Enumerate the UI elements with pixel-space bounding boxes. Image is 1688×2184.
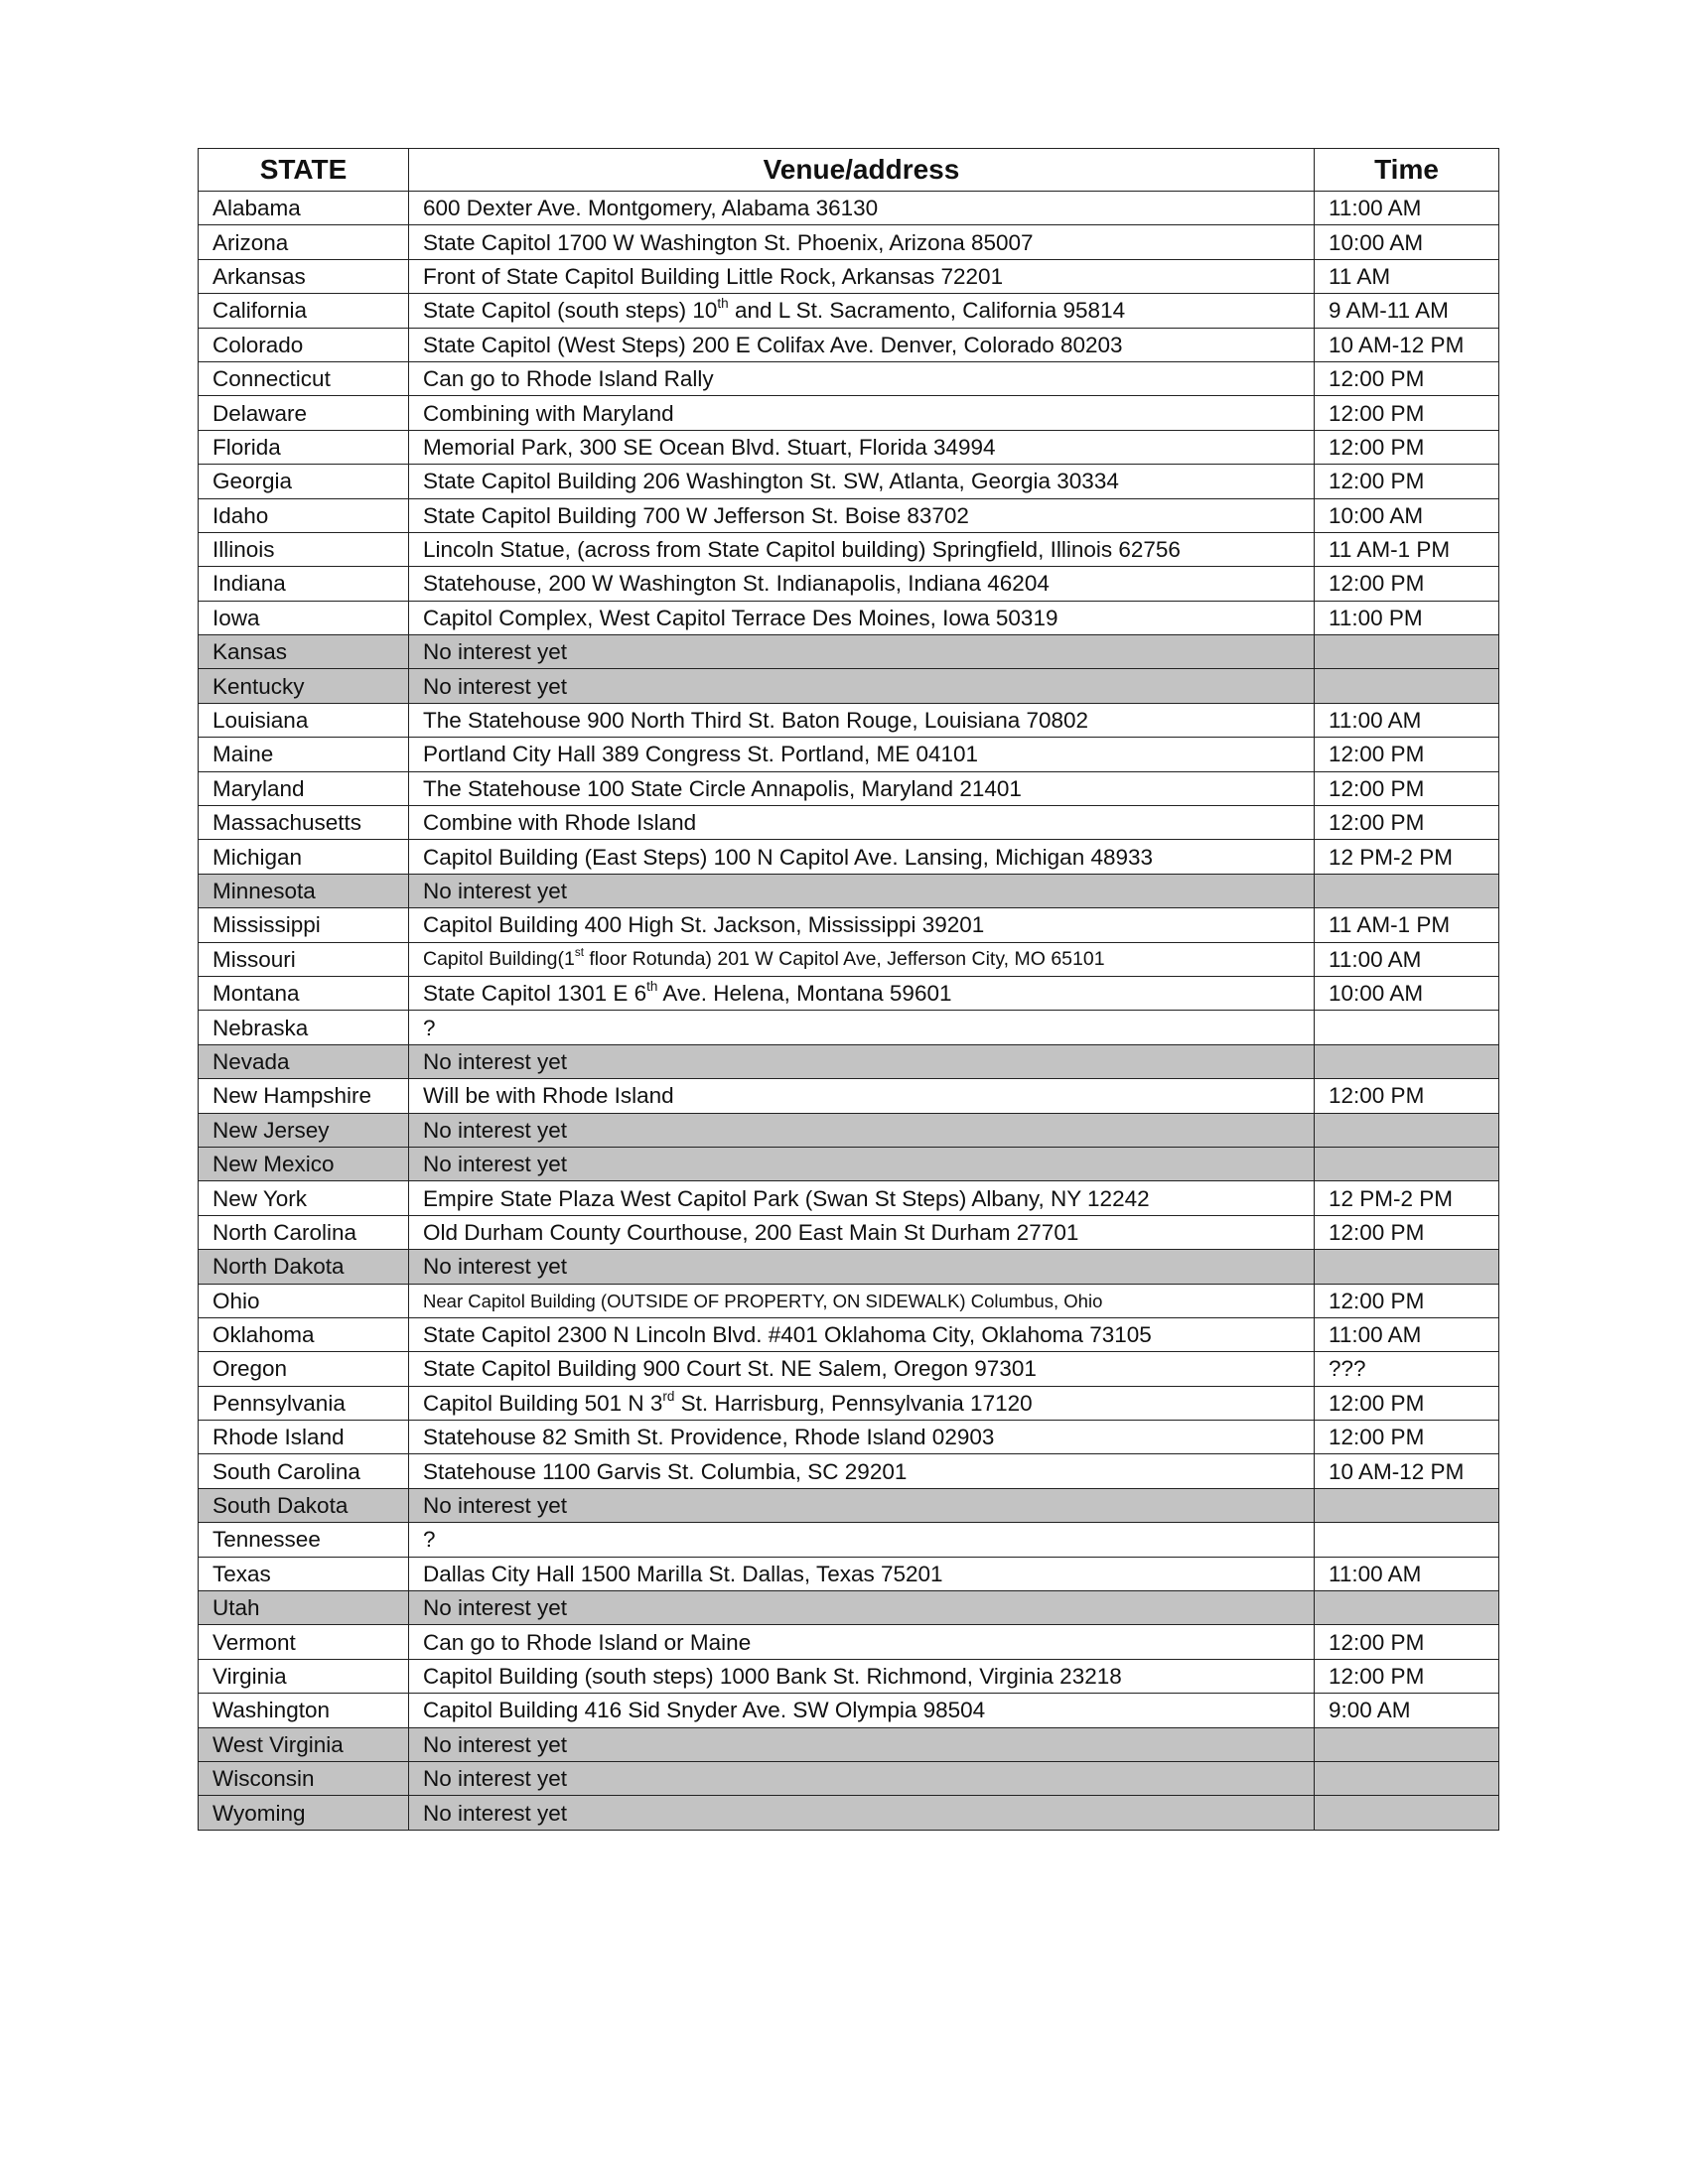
- venue-cell: No interest yet: [409, 1147, 1315, 1180]
- venue-cell: [409, 294, 1315, 328]
- state-cell: Nevada: [199, 1044, 409, 1078]
- time-cell: 11 AM-1 PM: [1315, 532, 1499, 566]
- table-row: [199, 1727, 1499, 1761]
- state-cell: Georgia: [199, 465, 409, 498]
- venue-text: floor Rotunda) 201 W Capitol Ave, Jefferson City, MO 65101: [583, 947, 1105, 970]
- table-row: [199, 1317, 1499, 1351]
- time-cell: 10 AM-12 PM: [1315, 1454, 1499, 1488]
- venue-cell: State Capitol (West Steps) 200 E Colifax Ave. Denver, Colorado 80203: [409, 328, 1315, 361]
- venue-cell: No interest yet: [409, 1488, 1315, 1522]
- venue-text: State Capitol 1301 E 6: [423, 981, 647, 1007]
- venue-cell: No interest yet: [409, 1113, 1315, 1147]
- state-cell: Colorado: [199, 328, 409, 361]
- time-cell: 12:00 PM: [1315, 567, 1499, 601]
- venue-cell: No interest yet: [409, 874, 1315, 907]
- time-cell: 12:00 PM: [1315, 1215, 1499, 1249]
- venue-cell: State Capitol 1700 W Washington St. Phoenix, Arizona 85007: [409, 225, 1315, 259]
- table-row: [199, 1386, 1499, 1420]
- state-cell: Montana: [199, 976, 409, 1010]
- table-row: [199, 1523, 1499, 1557]
- ordinal-suffix: st: [574, 946, 584, 960]
- venue-cell: Empire State Plaza West Capitol Park (Swan St Steps) Albany, NY 12242: [409, 1181, 1315, 1215]
- state-cell: Pennsylvania: [199, 1386, 409, 1420]
- state-cell: South Carolina: [199, 1454, 409, 1488]
- table-row: [199, 806, 1499, 840]
- table-row: [199, 635, 1499, 669]
- table-row: [199, 874, 1499, 907]
- time-cell: 12:00 PM: [1315, 1079, 1499, 1113]
- table-row: [199, 1761, 1499, 1795]
- venue-cell: State Capitol Building 206 Washington St. SW, Atlanta, Georgia 30334: [409, 465, 1315, 498]
- venue-cell: State Capitol Building 700 W Jefferson St. Boise 83702: [409, 498, 1315, 532]
- venue-cell: Statehouse, 200 W Washington St. Indianapolis, Indiana 46204: [409, 567, 1315, 601]
- venue-cell: [409, 1386, 1315, 1420]
- time-cell: 9 AM-11 AM: [1315, 294, 1499, 328]
- state-cell: Utah: [199, 1591, 409, 1625]
- table-row: [199, 1454, 1499, 1488]
- table-header: [199, 149, 1499, 192]
- ordinal-suffix: th: [717, 296, 729, 312]
- state-cell: West Virginia: [199, 1727, 409, 1761]
- table-row: [199, 703, 1499, 737]
- state-cell: Vermont: [199, 1625, 409, 1659]
- time-cell: 9:00 AM: [1315, 1694, 1499, 1727]
- table-row: [199, 259, 1499, 293]
- time-cell: 11:00 AM: [1315, 1557, 1499, 1590]
- table-row: [199, 567, 1499, 601]
- table-row: [199, 1113, 1499, 1147]
- state-cell: Alabama: [199, 192, 409, 225]
- venue-column-header: Venue/address: [409, 149, 1315, 192]
- state-cell: Nebraska: [199, 1011, 409, 1044]
- table-row: [199, 1181, 1499, 1215]
- time-cell: 11 AM: [1315, 259, 1499, 293]
- time-column-header: Time: [1315, 149, 1499, 192]
- table-row: [199, 1215, 1499, 1249]
- table-row: [199, 1591, 1499, 1625]
- venue-cell: Dallas City Hall 1500 Marilla St. Dallas, Texas 75201: [409, 1557, 1315, 1590]
- state-cell: New Hampshire: [199, 1079, 409, 1113]
- time-cell: [1315, 635, 1499, 669]
- venue-cell: Capitol Building 400 High St. Jackson, Mississippi 39201: [409, 908, 1315, 942]
- venue-cell: No interest yet: [409, 1727, 1315, 1761]
- table-row: [199, 738, 1499, 771]
- table-row: [199, 669, 1499, 703]
- time-cell: [1315, 1591, 1499, 1625]
- table-row: [199, 601, 1499, 634]
- table-row: [199, 976, 1499, 1010]
- state-cell: Illinois: [199, 532, 409, 566]
- time-cell: 12:00 PM: [1315, 1284, 1499, 1317]
- venue-cell: Combining with Maryland: [409, 396, 1315, 430]
- state-cell: New York: [199, 1181, 409, 1215]
- table-row: [199, 1625, 1499, 1659]
- time-cell: 12:00 PM: [1315, 1659, 1499, 1693]
- state-cell: Washington: [199, 1694, 409, 1727]
- state-cell: Maryland: [199, 771, 409, 805]
- ordinal-suffix: th: [646, 979, 658, 995]
- venue-cell: No interest yet: [409, 1796, 1315, 1830]
- ordinal-suffix: rd: [662, 1388, 675, 1404]
- table-row: [199, 1659, 1499, 1693]
- time-cell: [1315, 1761, 1499, 1795]
- time-cell: [1315, 1011, 1499, 1044]
- venue-cell: [409, 942, 1315, 976]
- table-row: [199, 1694, 1499, 1727]
- state-cell: South Dakota: [199, 1488, 409, 1522]
- venue-text: State Capitol (south steps) 10: [423, 298, 718, 324]
- time-cell: 10:00 AM: [1315, 498, 1499, 532]
- time-cell: 12:00 PM: [1315, 1625, 1499, 1659]
- table-row: [199, 396, 1499, 430]
- table-row: [199, 1147, 1499, 1180]
- table-row: [199, 1011, 1499, 1044]
- state-cell: Florida: [199, 430, 409, 464]
- venue-text: St. Harrisburg, Pennsylvania 17120: [674, 1390, 1033, 1416]
- table-row: [199, 328, 1499, 361]
- venue-cell: Statehouse 1100 Garvis St. Columbia, SC 29201: [409, 1454, 1315, 1488]
- state-cell: Minnesota: [199, 874, 409, 907]
- time-cell: [1315, 1488, 1499, 1522]
- venue-text: Capitol Building 501 N 3: [423, 1390, 663, 1416]
- table-row: [199, 1421, 1499, 1454]
- table-row: [199, 498, 1499, 532]
- table-row: [199, 771, 1499, 805]
- time-cell: 11:00 AM: [1315, 703, 1499, 737]
- venue-cell: The Statehouse 900 North Third St. Baton Rouge, Louisiana 70802: [409, 703, 1315, 737]
- state-cell: Missouri: [199, 942, 409, 976]
- state-cell: Oklahoma: [199, 1317, 409, 1351]
- table-body: [199, 192, 1499, 1831]
- time-cell: [1315, 1523, 1499, 1557]
- venue-text: Ave. Helena, Montana 59601: [657, 981, 952, 1007]
- time-cell: [1315, 1727, 1499, 1761]
- time-cell: 11:00 PM: [1315, 601, 1499, 634]
- table-row: [199, 840, 1499, 874]
- state-cell: North Dakota: [199, 1250, 409, 1284]
- table-row: [199, 361, 1499, 395]
- time-cell: [1315, 1113, 1499, 1147]
- state-cell: California: [199, 294, 409, 328]
- table-row: [199, 430, 1499, 464]
- table-row: [199, 1250, 1499, 1284]
- state-cell: Connecticut: [199, 361, 409, 395]
- venue-cell: Statehouse 82 Smith St. Providence, Rhode Island 02903: [409, 1421, 1315, 1454]
- time-cell: [1315, 1044, 1499, 1078]
- state-cell: Indiana: [199, 567, 409, 601]
- venue-cell: Memorial Park, 300 SE Ocean Blvd. Stuart, Florida 34994: [409, 430, 1315, 464]
- state-cell: Louisiana: [199, 703, 409, 737]
- state-cell: Iowa: [199, 601, 409, 634]
- table-row: [199, 225, 1499, 259]
- time-cell: [1315, 1250, 1499, 1284]
- venue-cell: Capitol Complex, West Capitol Terrace Des Moines, Iowa 50319: [409, 601, 1315, 634]
- venue-cell: No interest yet: [409, 1044, 1315, 1078]
- venue-text: Capitol Building(1: [423, 947, 575, 970]
- venue-cell: No interest yet: [409, 1761, 1315, 1795]
- state-cell: Wisconsin: [199, 1761, 409, 1795]
- time-cell: 12:00 PM: [1315, 430, 1499, 464]
- time-cell: 10:00 AM: [1315, 976, 1499, 1010]
- venue-cell: State Capitol 2300 N Lincoln Blvd. #401 Oklahoma City, Oklahoma 73105: [409, 1317, 1315, 1351]
- state-cell: Kentucky: [199, 669, 409, 703]
- time-cell: 12:00 PM: [1315, 771, 1499, 805]
- time-cell: 11:00 AM: [1315, 1317, 1499, 1351]
- time-cell: 11:00 AM: [1315, 942, 1499, 976]
- state-cell: Oregon: [199, 1352, 409, 1386]
- time-cell: 12 PM-2 PM: [1315, 1181, 1499, 1215]
- table-row: [199, 1796, 1499, 1830]
- state-cell: Michigan: [199, 840, 409, 874]
- state-cell: Delaware: [199, 396, 409, 430]
- table-row: [199, 908, 1499, 942]
- time-cell: 10 AM-12 PM: [1315, 328, 1499, 361]
- header-row: [199, 149, 1499, 192]
- state-cell: Rhode Island: [199, 1421, 409, 1454]
- table-row: [199, 1488, 1499, 1522]
- venue-cell: Will be with Rhode Island: [409, 1079, 1315, 1113]
- rally-schedule-table: [198, 148, 1499, 1831]
- time-cell: 12:00 PM: [1315, 396, 1499, 430]
- time-cell: 11 AM-1 PM: [1315, 908, 1499, 942]
- time-cell: 10:00 AM: [1315, 225, 1499, 259]
- time-cell: [1315, 874, 1499, 907]
- venue-cell: The Statehouse 100 State Circle Annapolis, Maryland 21401: [409, 771, 1315, 805]
- time-cell: 12:00 PM: [1315, 738, 1499, 771]
- venue-cell: State Capitol Building 900 Court St. NE Salem, Oregon 97301: [409, 1352, 1315, 1386]
- venue-cell: [409, 976, 1315, 1010]
- state-cell: Arkansas: [199, 259, 409, 293]
- venue-cell: Capitol Building (south steps) 1000 Bank St. Richmond, Virginia 23218: [409, 1659, 1315, 1693]
- venue-cell: No interest yet: [409, 669, 1315, 703]
- table-row: [199, 1079, 1499, 1113]
- table-row: [199, 1352, 1499, 1386]
- time-cell: 12:00 PM: [1315, 361, 1499, 395]
- venue-cell: Old Durham County Courthouse, 200 East Main St Durham 27701: [409, 1215, 1315, 1249]
- state-cell: Wyoming: [199, 1796, 409, 1830]
- time-cell: 12:00 PM: [1315, 806, 1499, 840]
- venue-cell: Can go to Rhode Island Rally: [409, 361, 1315, 395]
- time-cell: ???: [1315, 1352, 1499, 1386]
- venue-cell: Can go to Rhode Island or Maine: [409, 1625, 1315, 1659]
- venue-text: and L St. Sacramento, California 95814: [728, 298, 1126, 324]
- time-cell: [1315, 1796, 1499, 1830]
- time-cell: [1315, 1147, 1499, 1180]
- time-cell: 12:00 PM: [1315, 1386, 1499, 1420]
- state-cell: Idaho: [199, 498, 409, 532]
- table-row: [199, 294, 1499, 328]
- venue-cell: Portland City Hall 389 Congress St. Portland, ME 04101: [409, 738, 1315, 771]
- table-row: [199, 192, 1499, 225]
- venue-cell: Capitol Building 416 Sid Snyder Ave. SW Olympia 98504: [409, 1694, 1315, 1727]
- venue-cell: Lincoln Statue, (across from State Capitol building) Springfield, Illinois 62756: [409, 532, 1315, 566]
- table-row: [199, 942, 1499, 976]
- time-cell: 12 PM-2 PM: [1315, 840, 1499, 874]
- state-cell: Ohio: [199, 1284, 409, 1317]
- table-row: [199, 1557, 1499, 1590]
- state-cell: Arizona: [199, 225, 409, 259]
- state-cell: New Jersey: [199, 1113, 409, 1147]
- state-cell: North Carolina: [199, 1215, 409, 1249]
- state-cell: Maine: [199, 738, 409, 771]
- venue-cell: Near Capitol Building (OUTSIDE OF PROPERTY, ON SIDEWALK) Columbus, Ohio: [409, 1284, 1315, 1317]
- venue-cell: Capitol Building (East Steps) 100 N Capitol Ave. Lansing, Michigan 48933: [409, 840, 1315, 874]
- table-row: [199, 465, 1499, 498]
- venue-cell: ?: [409, 1523, 1315, 1557]
- state-cell: Massachusetts: [199, 806, 409, 840]
- time-cell: [1315, 669, 1499, 703]
- state-cell: Mississippi: [199, 908, 409, 942]
- state-cell: Texas: [199, 1557, 409, 1590]
- state-cell: Kansas: [199, 635, 409, 669]
- venue-cell: ?: [409, 1011, 1315, 1044]
- venue-cell: 600 Dexter Ave. Montgomery, Alabama 36130: [409, 192, 1315, 225]
- state-cell: New Mexico: [199, 1147, 409, 1180]
- venue-cell: Combine with Rhode Island: [409, 806, 1315, 840]
- table-row: [199, 1044, 1499, 1078]
- venue-cell: No interest yet: [409, 1591, 1315, 1625]
- time-cell: 12:00 PM: [1315, 465, 1499, 498]
- time-cell: 12:00 PM: [1315, 1421, 1499, 1454]
- table-row: [199, 532, 1499, 566]
- state-cell: Virginia: [199, 1659, 409, 1693]
- venue-cell: No interest yet: [409, 1250, 1315, 1284]
- venue-cell: No interest yet: [409, 635, 1315, 669]
- state-column-header: STATE: [199, 149, 409, 192]
- rally-schedule-sheet: [198, 148, 1498, 1831]
- state-cell: Tennessee: [199, 1523, 409, 1557]
- time-cell: 11:00 AM: [1315, 192, 1499, 225]
- table-row: [199, 1284, 1499, 1317]
- venue-cell: Front of State Capitol Building Little Rock, Arkansas 72201: [409, 259, 1315, 293]
